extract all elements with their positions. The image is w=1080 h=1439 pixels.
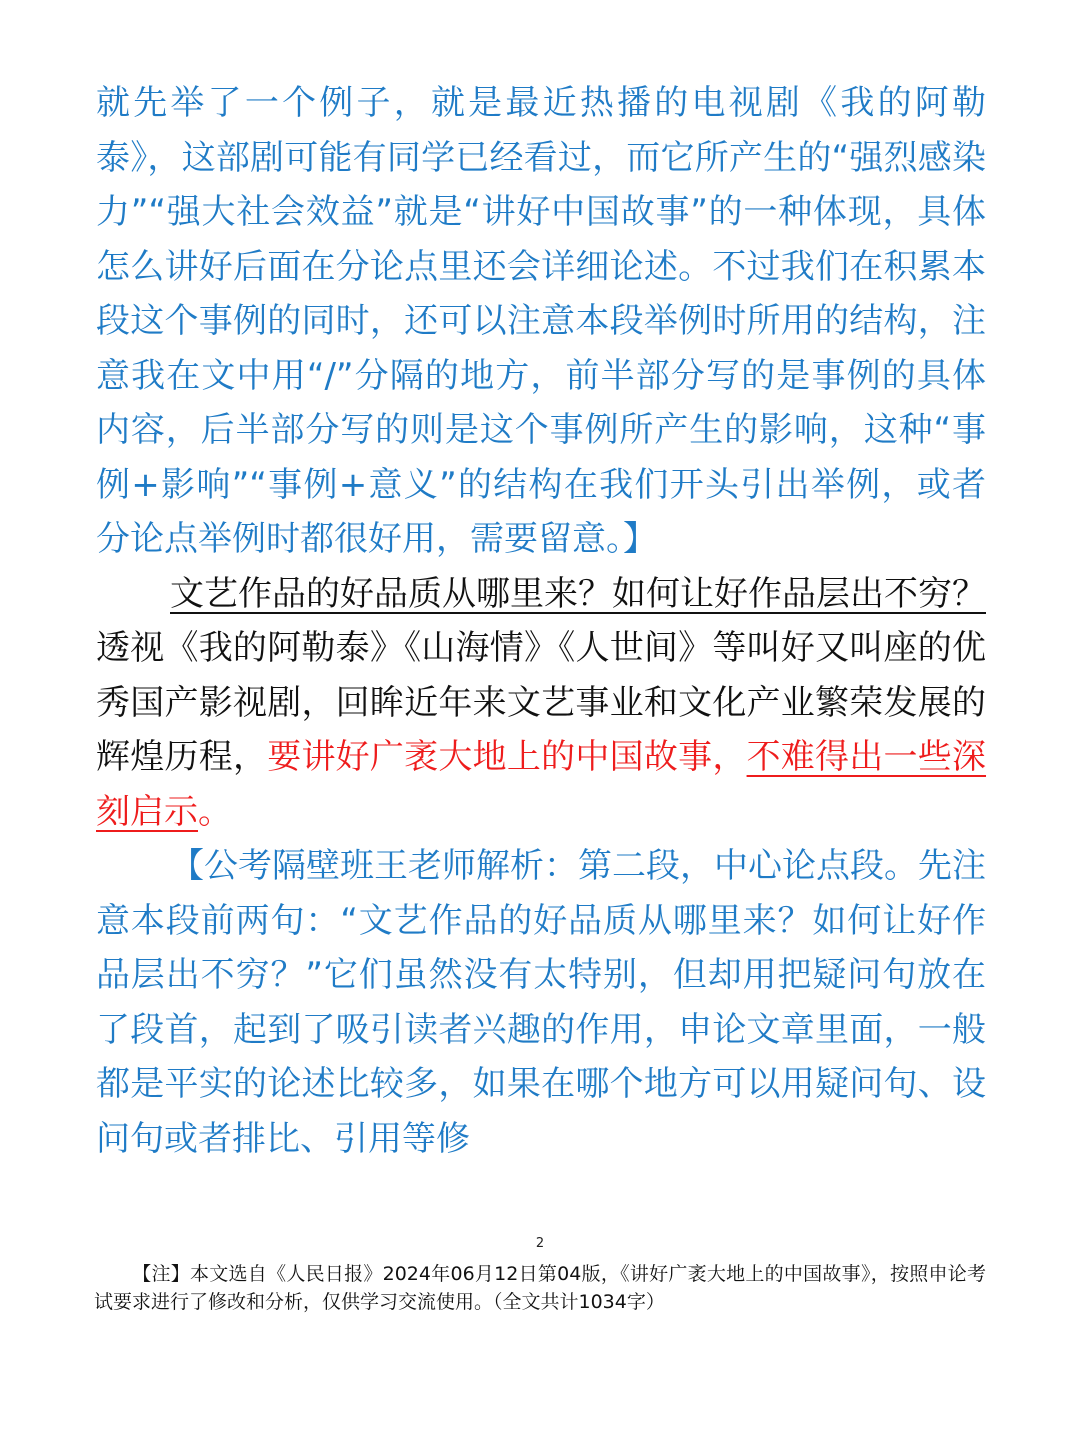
key-sentence: 要讲好广袤大地上的中国故事， <box>267 737 747 777</box>
analysis-paragraph-3: 【公考隔壁班王老师解析：第二段，中心论点段。先注意本段前两句：“文艺作品的好品质从哪里来？如何让好作品层出不穷？”它们虽然没有太特别，但却用把疑问句放在了段首，起到了吸引读者兴趣的作用，申论文章里面，一般都是平实的论述比较多，如果在哪个地方可以用疑问句、设问句或者排比、引用等修 <box>96 846 986 1159</box>
analysis-paragraph-1: 就先举了一个例子，就是最近热播的电视剧《我的阿勒泰》，这部剧可能有同学已经看过，而它所产生的“强烈感染力”“强大社会效益”就是“讲好中国故事”的一种体现，具体怎么讲好后面在分论点里还会详细论述。不过我们在积累本段这个事例的同时，还可以注意本段举例时所用的结构，注意我在文中用“/”分隔的地方，前半部分写的是事例的具体内容，后半部分写的则是这个事例所产生的影响，这种“事例+影响”“事例+意义”的结构在我们开头引出举例，或者分论点举例时都很好用，需要留意。】 <box>96 83 986 559</box>
key-sentence-end: 。 <box>198 791 232 832</box>
paragraph-body: 透视《我的阿勒泰》《山海情》《人世间》等叫好又叫座的优秀国产影视剧，回眸近年来文艺事业和文化产业繁荣发展的辉煌历程， <box>96 628 986 777</box>
key-sentence-underlined: 不难得出一些深刻启示 <box>96 737 987 832</box>
page-number: 2 <box>535 1236 545 1251</box>
footnote-text: 【注】本文选自《人民日报》2024年06月12日第04版，《讲好广袤大地上的中国故事》，按照申论考试要求进行了修改和分析，仅供学习交流使用。（全文共计1034字） <box>94 1263 986 1313</box>
opening-question: 文艺作品的好品质从哪里来？如何让好作品层出不穷？ <box>170 573 986 614</box>
article-body <box>96 76 986 1166</box>
footnote <box>94 1260 986 1316</box>
article-paragraph-2 <box>96 567 986 840</box>
